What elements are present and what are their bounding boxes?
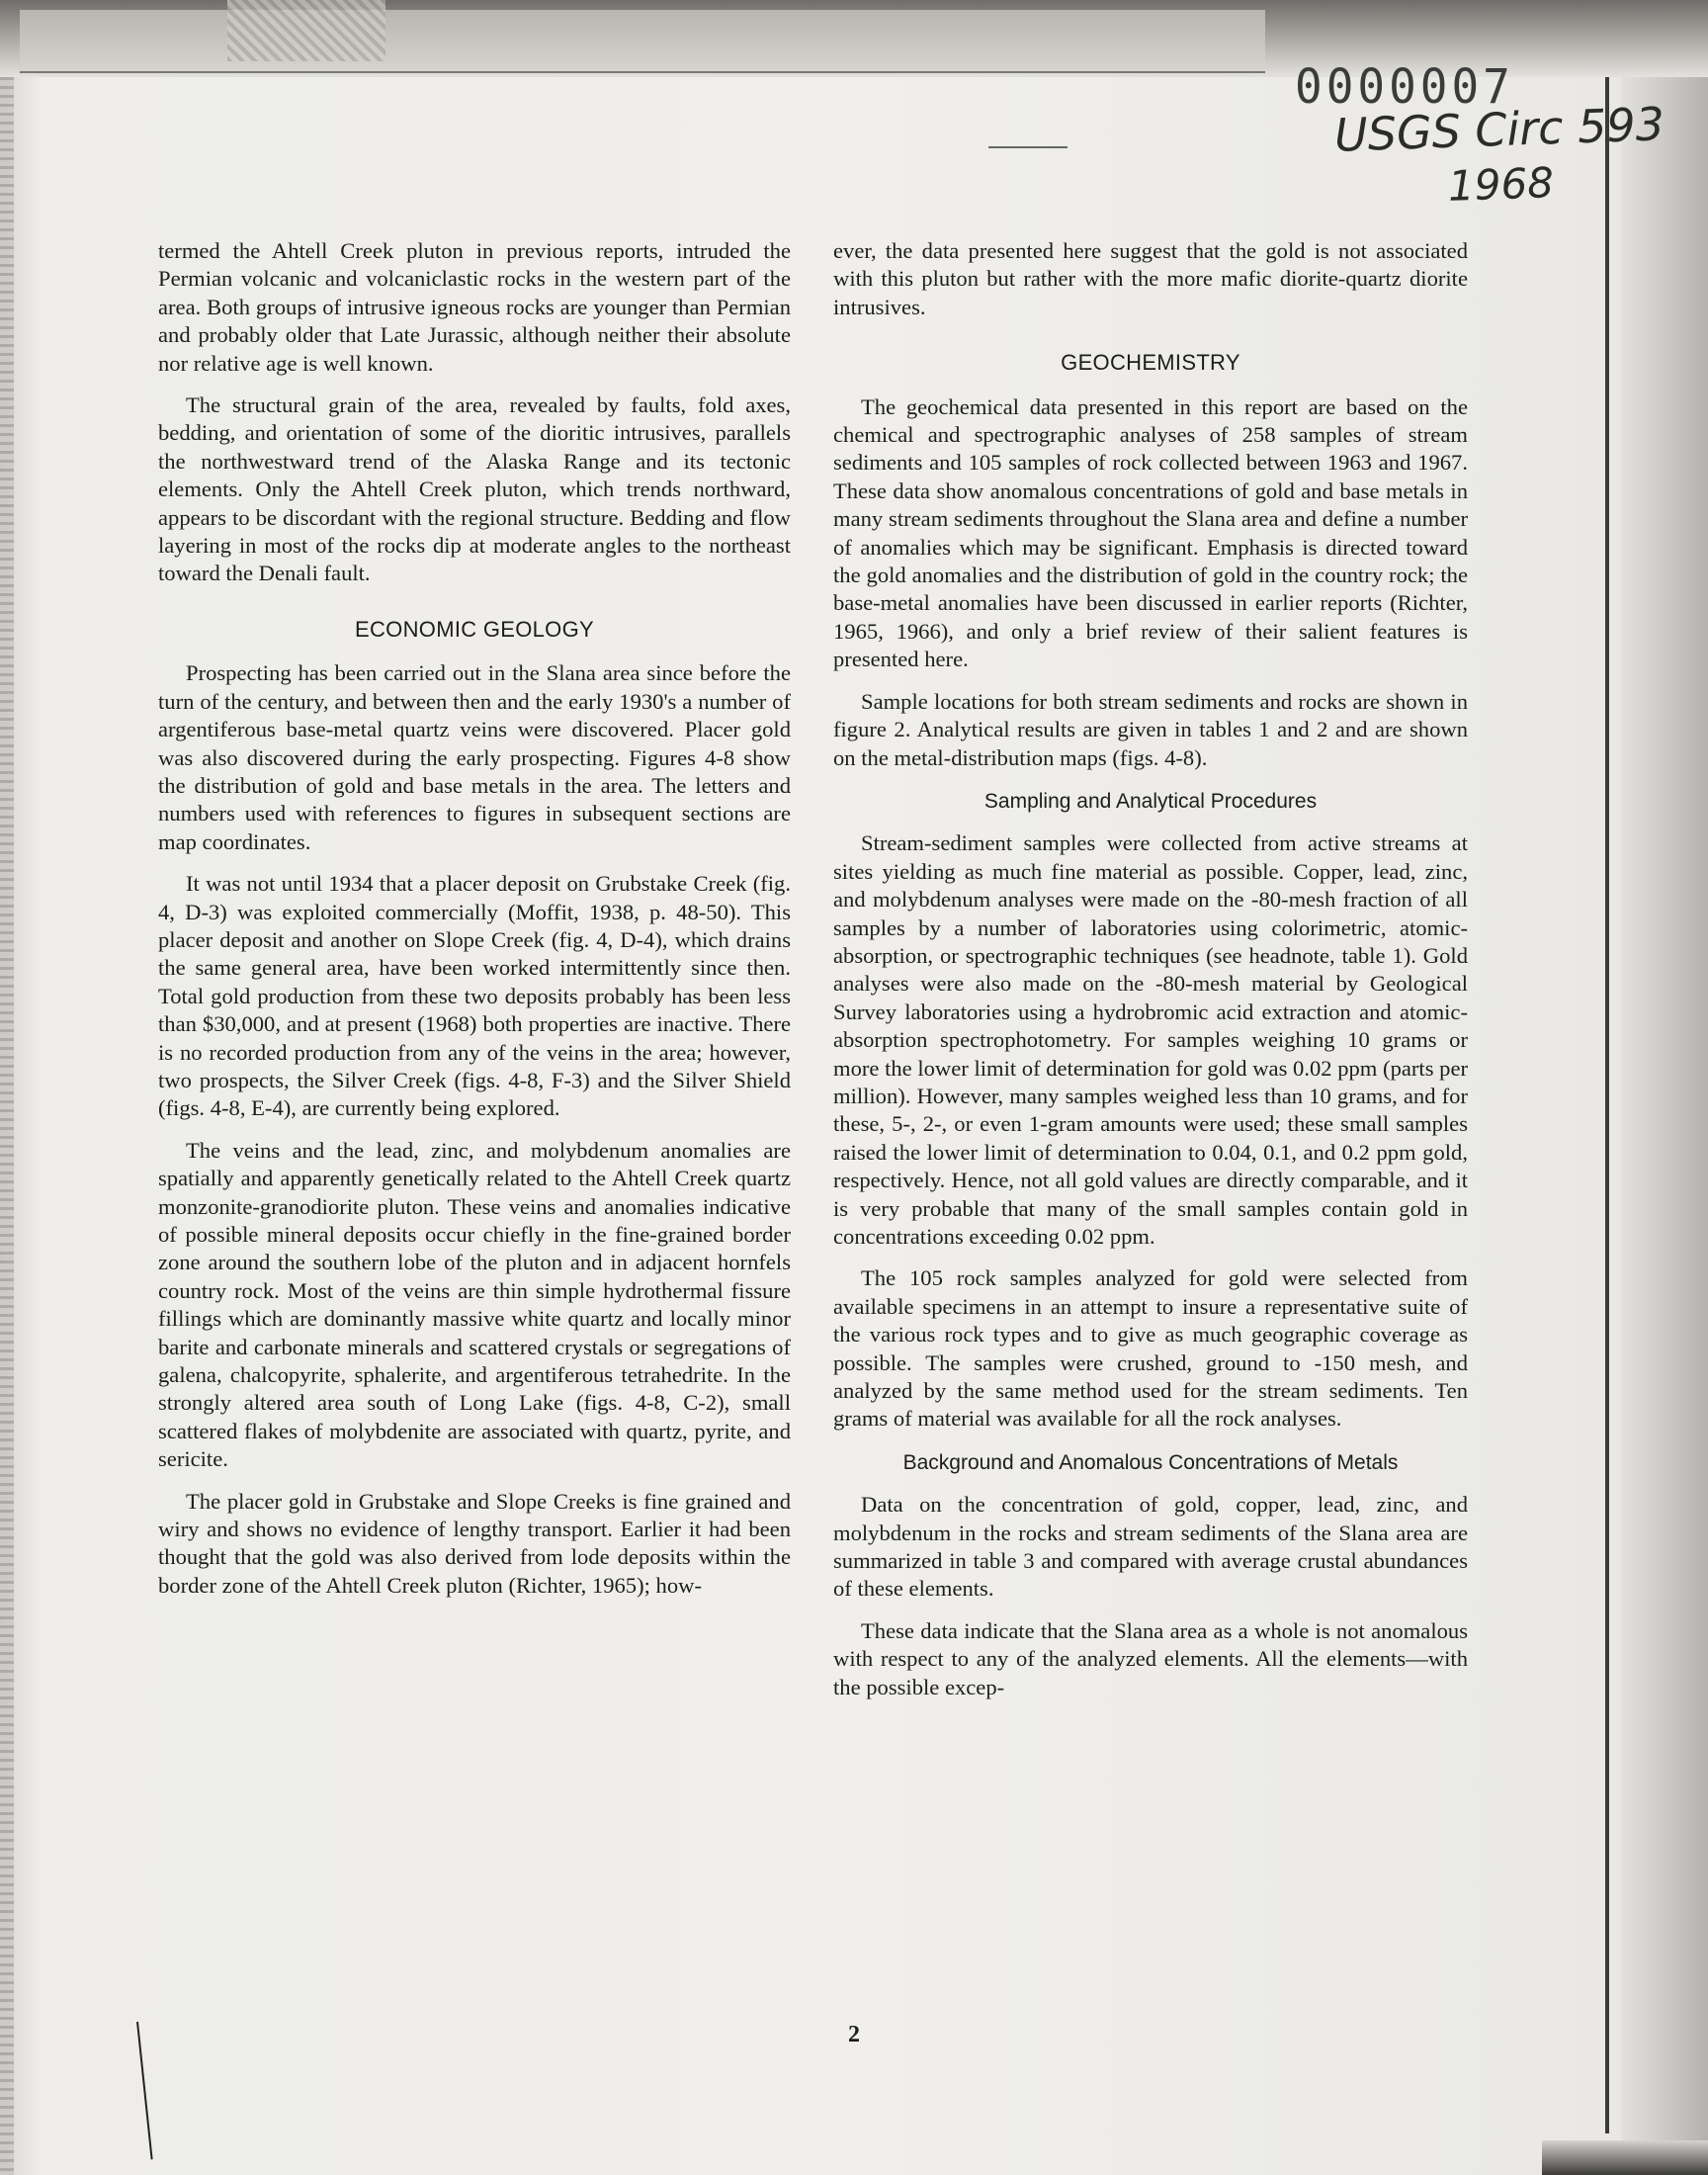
handwritten-year: 1968 <box>1447 158 1555 211</box>
paragraph: termed the Ahtell Creek pluton in previous reports, intruded the Permian volcanic and volcaniclastic rocks in the western part of the area. Both groups of intrusive igneous rocks are younger than Permian and probably older that Late Jurassic, although neither their absolute nor relative age is well known. <box>158 238 791 376</box>
paragraph: Data on the concentration of gold, copper, lead, zinc, and molybdenum in the rocks and stream sediments of the Slana area are summarized in table 3 and compared with average crustal abundances of these elements. <box>833 1492 1468 1602</box>
scan-bottom-corner <box>1542 2140 1708 2175</box>
paragraph: The 105 rock samples analyzed for gold were selected from available specimens in an attempt to insure a representative suite of the various rock types and to give as much geographic coverage as possible. The samples were crushed, ground to -150 mesh, and analyzed by the same method used for the stream sediments. Ten grams of material was available for all the rock analyses. <box>833 1265 1468 1432</box>
stamp-number: 0000007 <box>1295 57 1514 115</box>
paragraph: It was not until 1934 that a placer deposit on Grubstake Creek (fig. 4, D-3) was exploited commercially (Moffit, 1938, p. 48-50). This placer deposit and another on Slope Creek (fig. 4, D-4), which drains the same general area, have been worked intermittently since then. Total gold production from these two deposits probably has been less than $30,000, and at present (1968) both properties are inactive. There is no recorded production from any of the veins in the area; however, two prospects, the Silver Creek (figs. 4-8, F-3) and the Silver Shield (figs. 4-8, E-4), are currently being explored. <box>158 871 791 1121</box>
paragraph: These data indicate that the Slana area as a whole is not anomalous with respect to any of the analyzed elements. All the elements—with the possible excep- <box>833 1617 1468 1699</box>
right-column <box>833 237 1468 1715</box>
binding-line <box>1605 77 1609 2133</box>
paragraph: Prospecting has been carried out in the Slana area since before the turn of the century, and between then and the early 1930's a number of argentiferous base-metal quartz veins were discovered. Placer gold was also discovered during the early prospecting. Figures 4-8 show the distribution of gold and base metals in the area. The letters and numbers used with references to figures in subsequent sections are map coordinates. <box>158 660 791 854</box>
left-column <box>158 237 791 1613</box>
overlapping-sheet <box>20 10 1265 73</box>
scan-right-shadow <box>1621 77 1708 2175</box>
subheading-background: Background and Anomalous Concentrations of Metals <box>902 1450 1399 1474</box>
section-heading-economic-geology: ECONOMIC GEOLOGY <box>355 616 594 642</box>
photo-fragment <box>227 0 385 61</box>
paragraph: Stream-sediment samples were collected from active streams at sites yielding as much fine material as possible. Copper, lead, zinc, and molybdenum analyses were made on the -80-mesh fraction of all samples by a number of laboratories using colorimetric, atomic-absorption, or spectrographic techniques (see headnote, table 1). Gold analyses were also made on the -80-mesh material by Geological Survey laboratories using a hydrobromic acid extraction and atomic-absorption spectrophotometry. For samples weighing 10 grams or more the lower limit of determination for gold was 0.02 ppm (parts per million). However, many samples weighed less than 10 grams, and for these, 5-, 2-, or even 1-gram amounts were used; these small samples raised the lower limit of determination to 0.04, 0.1, and 0.2 ppm gold, respectively. Hence, not all gold values are directly comparable, and it is very probable that many of the small samples contain gold in concentrations exceeding 0.02 ppm. <box>833 830 1468 1249</box>
subheading-sampling: Sampling and Analytical Procedures <box>983 789 1318 813</box>
paragraph: Sample locations for both stream sediments and rocks are shown in figure 2. Analytical results are given in tables 1 and 2 and are shown on the metal-distribution maps (figs. 4-8). <box>833 688 1468 770</box>
paragraph: ever, the data presented here suggest that the gold is not associated with this pluton but rather with the more mafic diorite-quartz diorite intrusives. <box>833 238 1468 319</box>
archive-annotation <box>1275 51 1665 211</box>
paragraph: The veins and the lead, zinc, and molybdenum anomalies are spatially and apparently genetically related to the Ahtell Creek quartz monzonite-granodiorite pluton. These veins and anomalies indicative of possible mineral deposits occur chiefly in the fine-grained border zone around the southern lobe of the pluton and in adjacent hornfels country rock. Most of the veins are thin simple hydrothermal fissure fillings which are dominantly massive white quartz and locally minor barite and carbonate minerals and scattered crystals or segregations of galena, chalcopyrite, sphalerite, and argentiferous tetrahedrite. In the strongly altered area south of Long Lake (figs. 4-8, C-2), small scattered flakes of molybdenite are associated with quartz, pyrite, and sericite. <box>158 1137 791 1472</box>
scan-left-edge <box>0 77 14 2175</box>
pencil-dash <box>988 146 1068 148</box>
paragraph: The structural grain of the area, revealed by faults, fold axes, bedding, and orientation of some of the dioritic intrusives, parallels the northwestward trend of the Alaska Range and its tectonic elements. Only the Ahtell Creek pluton, which trends northward, appears to be discordant with the regional structure. Bedding and flow layering in most of the rocks dip at moderate angles to the northeast toward the Denali fault. <box>158 392 791 586</box>
page-number: 2 <box>848 2022 860 2047</box>
handwritten-reference: USGS Circ 593 <box>1333 97 1665 162</box>
paragraph: The geochemical data presented in this report are based on the chemical and spectrographic analyses of 258 samples of stream sediments and 105 samples of rock collected between 1963 and 1967. These data show anomalous concentrations of gold and base metals in many stream sediments throughout the Slana area and define a number of anomalies which may be significant. Emphasis is directed toward the gold anomalies and the distribution of gold in the country rock; the base-metal anomalies have been discussed in earlier reports (Richter, 1965, 1966), and only a brief review of their salient features is presented here. <box>833 393 1468 672</box>
paragraph: The placer gold in Grubstake and Slope Creeks is fine grained and wiry and shows no evidence of lengthy transport. Earlier it had been thought that the gold was also derived from lode deposits within the border zone of the Ahtell Creek pluton (Richter, 1965); how- <box>158 1488 791 1598</box>
section-heading-geochemistry: GEOCHEMISTRY <box>1061 350 1240 376</box>
